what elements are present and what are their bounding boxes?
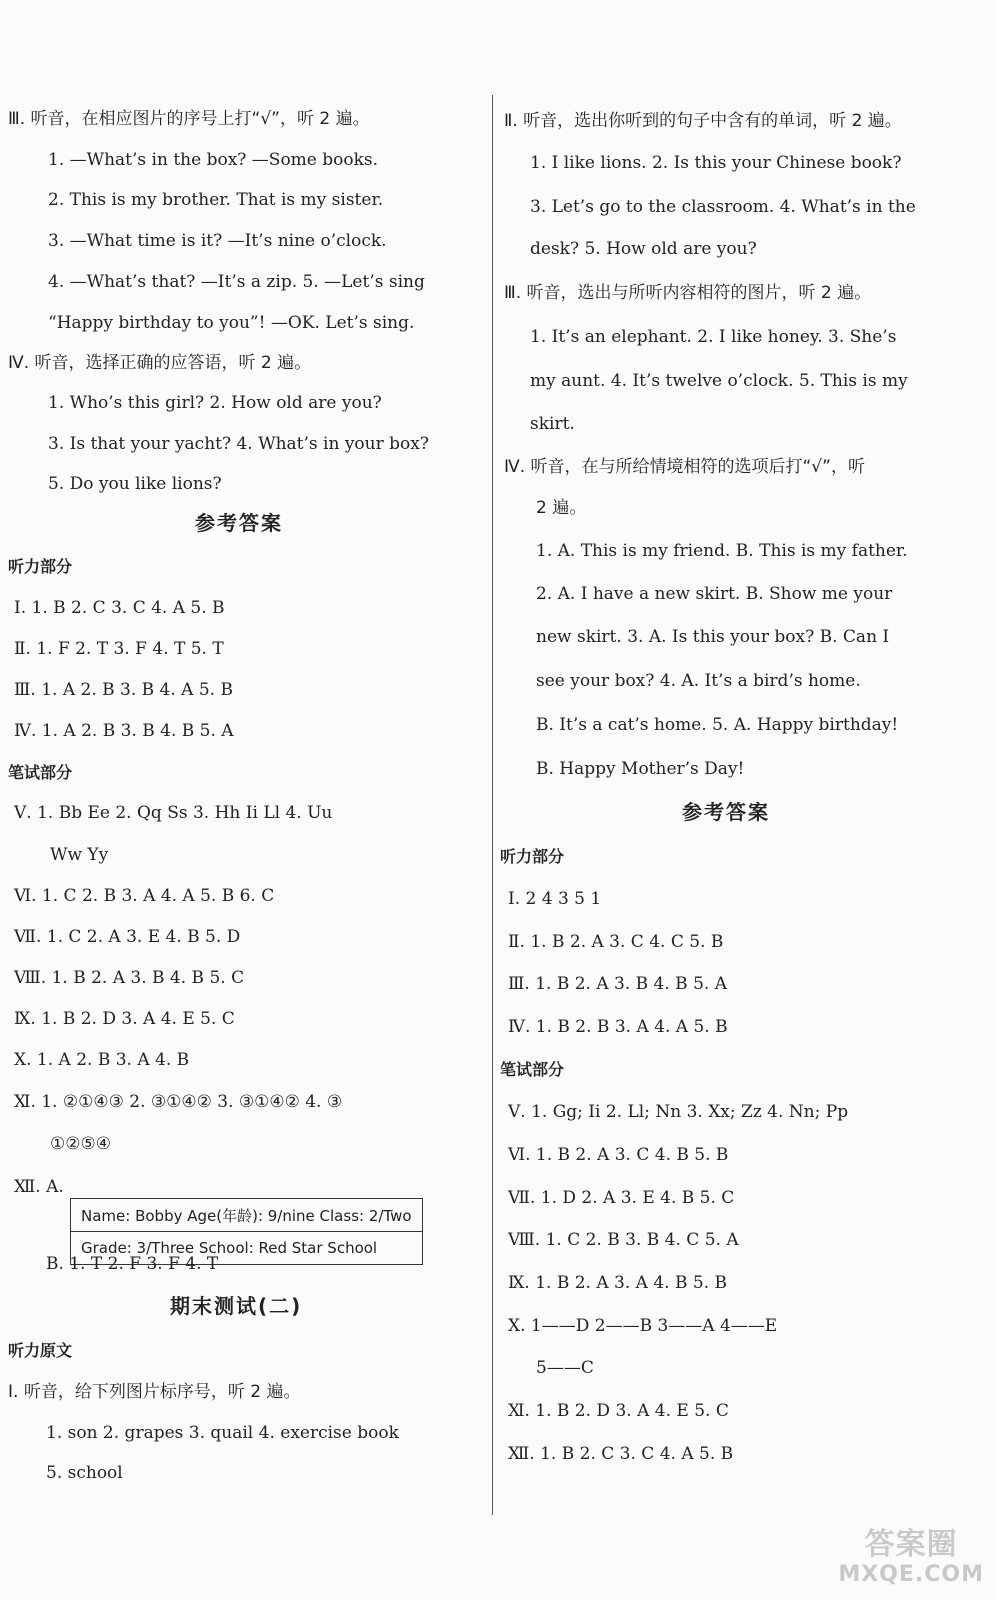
answer-row: Ⅳ. 1. B 2. B 3. A 4. A 5. B [508,1017,728,1037]
info-row-2: Grade: 3/Three School: Red Star School [71,1232,423,1265]
answer-row: Ⅱ. 1. F 2. T 3. F 4. T 5. T [14,639,224,659]
transcript-line: my aunt. 4. It’s twelve o’clock. 5. This is my [530,371,908,391]
section-iv-instruction: Ⅳ. 听音，在与所给情境相符的选项后打“√”，听 [504,457,865,477]
answer-row: Ⅶ. 1. C 2. A 3. E 4. B 5. D [14,927,241,947]
section-iii-instruction: Ⅲ. 听音，选出与所听内容相符的图片，听 2 遍。 [504,283,872,303]
transcript-line: 5. school [46,1463,123,1483]
transcript-line: new skirt. 3. A. Is this your box? B. Can I [536,627,890,647]
answer-title: 参考答案 [682,800,770,824]
answer-row: Ⅴ. 1. Bb Ee 2. Qq Ss 3. Hh Ii Ll 4. Uu [14,803,333,823]
answer-row: Ⅵ. 1. B 2. A 3. C 4. B 5. B [508,1145,729,1165]
answer-row: Ⅲ. 1. A 2. B 3. B 4. A 5. B [14,680,233,700]
section-iii-instruction: Ⅲ. 听音，在相应图片的序号上打“√”，听 2 遍。 [8,109,370,129]
answer-row: ①②⑤④ [50,1134,111,1154]
answer-row: Ⅺ. 1. B 2. D 3. A 4. E 5. C [508,1401,729,1421]
listening-head: 听力部分 [500,847,565,866]
transcript-line: “Happy birthday to you”! —OK. Let’s sing. [48,313,415,333]
watermark-url: MXQE.COM [838,1562,984,1587]
transcript-line: 2. This is my brother. That is my sister. [48,190,384,210]
listening-head: 听力部分 [8,557,73,576]
transcript-head: 听力原文 [8,1341,73,1360]
answer-row: Ⅲ. 1. B 2. A 3. B 4. B 5. A [508,974,727,994]
column-divider [492,95,493,1515]
answer-row: Ⅻ. 1. B 2. C 3. C 4. A 5. B [508,1444,734,1464]
watermark-logo [838,1527,984,1590]
answer-row: Ⅶ. 1. D 2. A 3. E 4. B 5. C [508,1188,735,1208]
answer-row: Ⅷ. 1. C 2. B 3. B 4. C 5. A [508,1230,739,1250]
transcript-line: 1. Who’s this girl? 2. How old are you? [48,393,382,413]
section-i-instruction: Ⅰ. 听音，给下列图片标序号，听 2 遍。 [8,1382,301,1402]
answer-row: Ⅸ. 1. B 2. A 3. A 4. B 5. B [508,1273,727,1293]
section-iv-instruction: Ⅳ. 听音，选择正确的应答语，听 2 遍。 [8,353,312,373]
xii-label: Ⅻ. A. [14,1177,64,1197]
instruction-continued: 2 遍。 [536,498,587,518]
answer-row: Ⅹ. 1. A 2. B 3. A 4. B [14,1050,190,1070]
answer-row: Ⅱ. 1. B 2. A 3. C 4. C 5. B [508,932,724,952]
answer-row: Ⅸ. 1. B 2. D 3. A 4. E 5. C [14,1009,235,1029]
transcript-line: 3. Let’s go to the classroom. 4. What’s in the [530,197,916,217]
transcript-line: 1. I like lions. 2. Is this your Chinese book? [530,153,902,173]
transcript-line: 5. Do you like lions? [48,474,222,494]
transcript-line: 1. A. This is my friend. B. This is my father. [536,541,908,561]
transcript-line: 3. Is that your yacht? 4. What’s in your box? [48,434,429,454]
section-title: 期末测试(二) [170,1294,303,1318]
transcript-line: B. Happy Mother’s Day! [536,759,745,779]
answer-row: Ww Yy [50,845,109,865]
transcript-line: B. It’s a cat’s home. 5. A. Happy birthday! [536,715,899,735]
answer-row: Ⅰ. 2 4 3 5 1 [508,889,602,909]
transcript-line: 4. —What’s that? —It’s a zip. 5. —Let’s sing [48,272,425,292]
watermark-text: 答案圈 [864,1527,958,1562]
transcript-line: 2. A. I have a new skirt. B. Show me your [536,584,893,604]
transcript-line: 3. —What time is it? —It’s nine o’clock. [48,231,387,251]
transcript-line: 1. It’s an elephant. 2. I like honey. 3. She’s [530,327,897,347]
transcript-line: 1. —What’s in the box? —Some books. [48,150,379,170]
transcript-line: see your box? 4. A. It’s a bird’s home. [536,671,861,691]
answer-row: 5——C [536,1358,594,1378]
answer-row: Ⅳ. 1. A 2. B 3. B 4. B 5. A [14,721,234,741]
answer-row: Ⅴ. 1. Gg; Ii 2. Ll; Nn 3. Xx; Zz 4. Nn; Pp [508,1102,849,1122]
answer-row: Ⅵ. 1. C 2. B 3. A 4. A 5. B 6. C [14,886,275,906]
answer-row: Ⅰ. 1. B 2. C 3. C 4. A 5. B [14,598,225,618]
answer-title: 参考答案 [195,511,283,535]
transcript-line: skirt. [530,414,575,434]
answer-row: Ⅺ. 1. ②①④③ 2. ③①④② 3. ③①④② 4. ③ [14,1092,343,1112]
transcript-line: 1. son 2. grapes 3. quail 4. exercise book [46,1423,399,1443]
section-ii-instruction: Ⅱ. 听音，选出你听到的句子中含有的单词，听 2 遍。 [504,111,902,131]
answer-row: Ⅷ. 1. B 2. A 3. B 4. B 5. C [14,968,245,988]
answer-row: B. 1. T 2. F 3. F 4. T [46,1254,219,1274]
info-row-1: Name: Bobby Age(年龄): 9/nine Class: 2/Two [71,1199,423,1232]
written-head: 笔试部分 [8,763,73,782]
answer-row: Ⅹ. 1——D 2——B 3——A 4——E [508,1316,778,1336]
transcript-line: desk? 5. How old are you? [530,239,757,259]
written-head: 笔试部分 [500,1060,565,1079]
